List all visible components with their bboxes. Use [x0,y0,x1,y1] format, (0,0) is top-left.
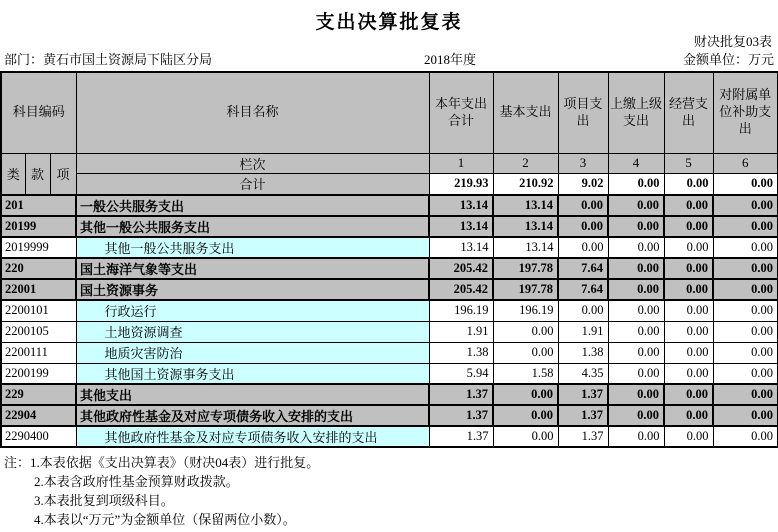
row-value: 0.00 [664,342,713,363]
row-value: 0.00 [664,216,713,237]
row-code: 2200101 [1,300,76,321]
row-value: 7.64 [558,279,608,300]
row-value: 0.00 [664,258,713,279]
table-row [1,363,778,384]
row-value: 0.00 [664,279,713,300]
row-value: 1.38 [429,342,493,363]
total-value: 0.00 [608,173,664,195]
row-name: 其他政府性基金及对应专项债务收入安排的支出 [76,426,429,447]
table-row [1,279,778,300]
row-value: 0.00 [608,342,664,363]
row-value: 0.00 [713,195,778,216]
row-code: 229 [1,384,76,405]
note-line [34,510,774,529]
row-value: 0.00 [608,300,664,321]
row-value: 0.00 [664,363,713,384]
row-value: 1.37 [558,426,608,447]
row-value: 0.00 [713,426,778,447]
total-label: 合计 [76,173,429,195]
row-name: 其他一般公共服务支出 [76,237,429,258]
row-value: 0.00 [713,237,778,258]
row-value: 5.94 [429,363,493,384]
row-value: 1.37 [429,405,493,426]
column-index-row [1,153,778,173]
row-value: 0.00 [608,279,664,300]
total-value: 219.93 [429,173,493,195]
notes [4,453,774,529]
row-value: 0.00 [493,342,558,363]
header-subject-name: 科目名称 [76,72,429,153]
table-row [1,300,778,321]
row-value: 0.00 [713,342,778,363]
row-name: 地质灾害防治 [76,342,429,363]
table-row [1,237,778,258]
header-col-basic: 基本支出 [493,72,558,153]
column-index: 4 [608,153,664,173]
row-value: 13.14 [493,216,558,237]
header-sub-section: 款 [25,153,50,195]
row-value: 0.00 [713,384,778,405]
row-value: 0.00 [664,195,713,216]
header-col-total: 本年支出合计 [429,72,493,153]
note-text: 1.本表依据《支出决算表》（财决04表）进行批复。 [30,455,320,470]
row-value: 0.00 [493,321,558,342]
row-value: 0.00 [493,384,558,405]
row-value: 0.00 [493,426,558,447]
row-value: 1.37 [429,384,493,405]
row-value: 0.00 [713,216,778,237]
row-value: 0.00 [608,384,664,405]
header-sub-class: 类 [1,153,25,195]
page-title: 支出决算批复表 [315,12,463,33]
row-value: 4.35 [558,363,608,384]
row-value: 0.00 [664,300,713,321]
table-row [1,405,778,426]
row-value: 1.58 [493,363,558,384]
header-col-operating: 经营支出 [664,72,713,153]
total-value: 9.02 [558,173,608,195]
row-code: 20199 [1,216,76,237]
row-value: 0.00 [664,237,713,258]
row-value: 0.00 [558,237,608,258]
table-row [1,342,778,363]
column-index: 5 [664,153,713,173]
row-value: 0.00 [608,258,664,279]
expenditure-approval-table [0,71,778,448]
row-value: 0.00 [713,405,778,426]
row-name: 其他政府性基金及对应专项债务收入安排的支出 [76,405,429,426]
row-value: 0.00 [608,195,664,216]
row-code: 2019999 [1,237,76,258]
header-subject-code: 科目编码 [1,72,76,153]
table-row [1,258,778,279]
department-label: 部门：黄石市国土资源局下陆区分局 [4,52,213,67]
row-value: 13.14 [429,216,493,237]
note-text: 2.本表含政府性基金预算财政拨款。 [34,474,239,489]
row-value: 1.38 [558,342,608,363]
note-line [34,491,774,510]
row-value: 197.78 [493,258,558,279]
row-name: 土地资源调查 [76,321,429,342]
row-name: 其他国土资源事务支出 [76,363,429,384]
row-value: 0.00 [713,321,778,342]
row-value: 0.00 [558,300,608,321]
row-value: 196.19 [429,300,493,321]
note-text: 4.本表以“万元”为金额单位（保留两位小数）。 [34,512,296,527]
row-value: 197.78 [493,279,558,300]
row-value: 0.00 [664,405,713,426]
row-value: 0.00 [608,405,664,426]
row-value: 196.19 [493,300,558,321]
column-index-label: 栏次 [76,153,429,173]
table-row [1,195,778,216]
row-code: 220 [1,258,76,279]
row-value: 1.37 [429,426,493,447]
row-code: 22904 [1,405,76,426]
row-code: 201 [1,195,76,216]
row-value: 13.14 [493,195,558,216]
row-code: 2200199 [1,363,76,384]
row-value: 13.14 [429,237,493,258]
column-index: 1 [429,153,493,173]
row-name: 一般公共服务支出 [76,195,429,216]
grand-total-row [1,173,778,195]
table-row [1,384,778,405]
row-code: 2200105 [1,321,76,342]
row-value: 13.14 [429,195,493,216]
row-value: 1.37 [558,384,608,405]
column-index: 3 [558,153,608,173]
row-name: 其他支出 [76,384,429,405]
meta-line [4,49,774,67]
row-value: 0.00 [493,405,558,426]
row-value: 205.42 [429,279,493,300]
year-label: 2018年度 [424,52,477,67]
row-value: 1.91 [558,321,608,342]
row-name: 国土海洋气象等支出 [76,258,429,279]
row-name: 行政运行 [76,300,429,321]
row-value: 0.00 [713,279,778,300]
row-value: 0.00 [664,321,713,342]
row-value: 0.00 [608,216,664,237]
note-text: 3.本表批复到项级科目。 [34,493,174,508]
table-header-row [1,72,778,153]
row-value: 0.00 [558,216,608,237]
row-value: 0.00 [713,300,778,321]
row-value: 1.91 [429,321,493,342]
row-value: 0.00 [664,384,713,405]
notes-prefix: 注： [4,455,31,470]
table-row [1,426,778,447]
total-value: 0.00 [664,173,713,195]
column-index: 6 [713,153,778,173]
note-line [34,472,774,491]
form-code-label: 财决批复03表 [693,34,772,49]
row-value: 7.64 [558,258,608,279]
row-value: 0.00 [608,363,664,384]
row-value: 0.00 [664,426,713,447]
row-name: 其他一般公共服务支出 [76,216,429,237]
column-index: 2 [493,153,558,173]
row-code: 2200111 [1,342,76,363]
row-value: 0.00 [558,195,608,216]
row-value: 13.14 [493,237,558,258]
unit-label: 金额单位：万元 [682,52,774,67]
row-value: 0.00 [608,237,664,258]
row-value: 205.42 [429,258,493,279]
header-col-subsidy: 对附属单位补助支出 [713,72,778,153]
total-value: 210.92 [493,173,558,195]
header-col-upper: 上缴上级支出 [608,72,664,153]
row-code: 2290400 [1,426,76,447]
table-row [1,321,778,342]
header-col-project: 项目支出 [558,72,608,153]
note-line [4,453,774,472]
row-value: 0.00 [608,321,664,342]
row-value: 1.37 [558,405,608,426]
row-value: 0.00 [608,426,664,447]
row-code: 22001 [1,279,76,300]
total-value: 0.00 [713,173,778,195]
table-row [1,216,778,237]
row-value: 0.00 [713,258,778,279]
row-value: 0.00 [713,363,778,384]
header-sub-item: 项 [50,153,76,195]
row-name: 国土资源事务 [76,279,429,300]
